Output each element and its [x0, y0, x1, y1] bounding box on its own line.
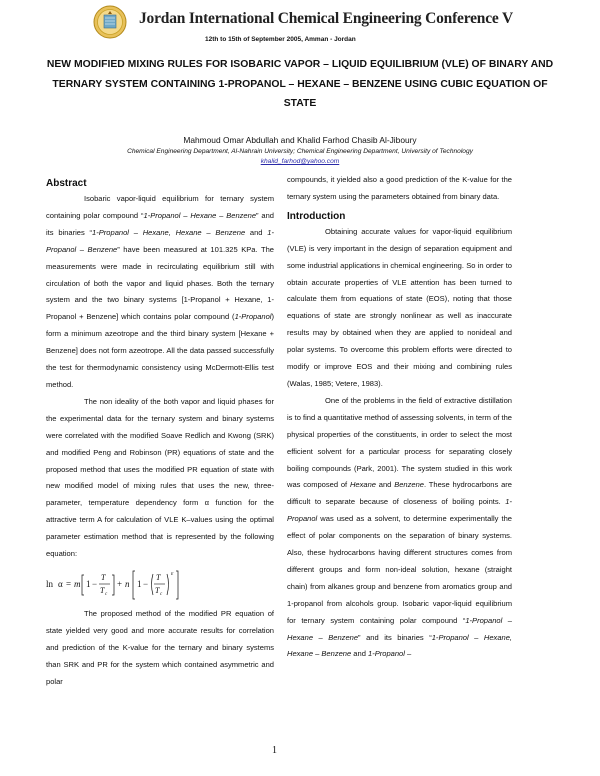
text-run: ” and its binaries “ [46, 210, 274, 237]
abstract-paragraph-3: The proposed method of the modified PR equation of state yielded very good and more accurate results for correlation and prediction of the K-value for the ternary and binary systems than SRK and PR for the system which contained asymmetric and polar [46, 608, 274, 686]
text-run-italic: 1-Propanol – Hexane, Hexane – Benzene [92, 227, 246, 237]
eq-equals: = [66, 578, 72, 589]
text-run: One of the problems in the field of extractive distillation is to find a quantitative method of assessing solvents, in term of the physical properties of the constituents, in order to select the most efficient solvent for a particular process for separating closely boiling compounds (Park, 2001). The system studied in this work was composed of [287, 395, 512, 490]
abstract-paragraph-2: The non ideality of the both vapor and liquid phases for the experimental data for the ternary system and binary systems were correlated with the modified Soave Redlich and Kwong (SRK) and modified Peng and Robinson (PR) equations of state and the proposed method that uses the modified PR equation of state with new modified model of mixing rules that uses the new, three-parameter, temperature dependency form α function for the attractive term A for calculation of VLE K–values using the optimal parameter estimation method that is represented by the following equation: [46, 396, 274, 559]
text-run: . These hydrocarbons are difficult to separate because of closeness of boiling points. [287, 480, 512, 507]
eq-plus: + [117, 578, 123, 589]
text-run: and [245, 227, 268, 237]
text-run: Isobaric vapor-liquid equilibrium for ternary system containing polar compound “ [46, 194, 274, 220]
introduction-heading: Introduction [287, 210, 346, 222]
authors: Mahmoud Omar Abdullah and Khalid Farhod Chasib Al-Jiboury [183, 135, 417, 145]
text-run-italic: 1-Propanol – [368, 649, 412, 659]
eq-epsilon: ε [171, 570, 174, 577]
conference-title: Jordan International Chemical Engineering Conference V [139, 10, 513, 27]
text-run: and [351, 649, 368, 659]
text-run: was used as a solvent, to determine experimentally the effect of polar components on the separation of binary systems. Also, these hydrocarbons having different structures comes from different groups and form non-ideal solution, hexane (straight chain) from alkanes group and benzene from aromatics group and 1-propanol from alcohols group. Isobaric vapor-liquid equilibrium for ternary system containing polar compound “ [287, 514, 512, 625]
conference-dates: 12th to 15th of September 2005, Amman - Jordan [205, 36, 356, 43]
text-run-italic: 1-Propanol [234, 312, 272, 322]
eq-minus: − [92, 578, 98, 589]
introduction-paragraph-2 [287, 393, 512, 664]
text-run-italic: 1-Propanol – Hexane, Hexane – Benzene [287, 632, 513, 659]
right-column [287, 172, 512, 663]
text-run: ) form a minimum azeotrope and the third binary system [Hexane + Benzene] does not form azeotrope. All the data passed successfully the test for thermodynamic consistency using McDermott-Ellis test method. [46, 312, 274, 389]
text-run-italic: 1-Propanol – Benzene [46, 227, 274, 254]
eq-alpha: α [58, 578, 63, 589]
introduction-paragraph-1: Obtaining accurate values for vapor-liquid equilibrium (VLE) is very important in the design of separation equipment and some industrial applications in chemical engineering. So in order to obtain accurate properties of VLE attention has been turned to calculate them from equations of state (EOS), noting that those equations of state are strongly nonlinear as well as inaccurate results may by obtained when they are applied to nonideal and polar systems. To overcome this problem efforts were directed to modify or improve EOS and their mixing and combining rules (Walas, 1985; Vetere, 1983). [287, 226, 512, 388]
paper-title: NEW MODIFIED MIXING RULES FOR ISOBARIC VAPOR – LIQUID EQUILIBRIUM (VLE) OF BINARY AND TERNARY SYSTEM CONTAINING 1-PROPANOL – HEXANE – BENZENE USING CUBIC EQUATION OF STATE [46, 59, 554, 109]
text-run-italic: Hexane [349, 480, 376, 490]
eq-tc-2: T [155, 585, 160, 595]
eq-ln: ln [46, 578, 54, 589]
abstract-paragraph-1 [46, 191, 274, 394]
text-run-italic: 1-Propanol [287, 497, 512, 524]
text-run: ” and its binaries “ [358, 632, 432, 642]
author-email-link[interactable]: khalid_farhod@yahoo.com [260, 158, 340, 165]
column-spacer: compounds, it yielded also a good prediction of the K-value for the ternary system using the parameters obtained from binary data. [287, 175, 512, 201]
eq-t-2: T [156, 572, 161, 582]
alpha-equation [46, 563, 274, 606]
text-run: and [375, 480, 395, 490]
affiliation: Chemical Engineering Department, Al-Nahrain University; Chemical Engineering Department, University of Technology [127, 148, 473, 155]
eq-minus-2: − [143, 578, 149, 589]
abstract-heading: Abstract [46, 178, 87, 189]
eq-one-2: 1 [137, 578, 142, 589]
eq-c-sub-2: c [160, 591, 163, 597]
conference-logo [93, 5, 127, 39]
text-run-italic: 1-Propanol – Hexane – Benzene [287, 615, 512, 642]
eq-tc: T [100, 585, 105, 595]
text-run: ” have been measured at 101.325 KPa. The measurements were made in recirculating equilibrium still with circulation of both the vapor and liquid phases. Both the ternary system and the two binary systems [1-Propanol + Hexane, 1-Propanol + Benzene] which contains polar compound ( [46, 244, 274, 322]
eq-one: 1 [86, 578, 91, 589]
text-run-italic: Benzene [394, 480, 424, 490]
eq-c-sub: c [105, 591, 108, 597]
left-column [46, 172, 274, 690]
text-run-italic: 1-Propanol – Hexane – Benzene [143, 210, 257, 220]
eq-t: T [101, 572, 106, 582]
page-number: 1 [272, 745, 277, 756]
eq-n: n [125, 578, 130, 589]
eq-m: m [74, 578, 81, 589]
